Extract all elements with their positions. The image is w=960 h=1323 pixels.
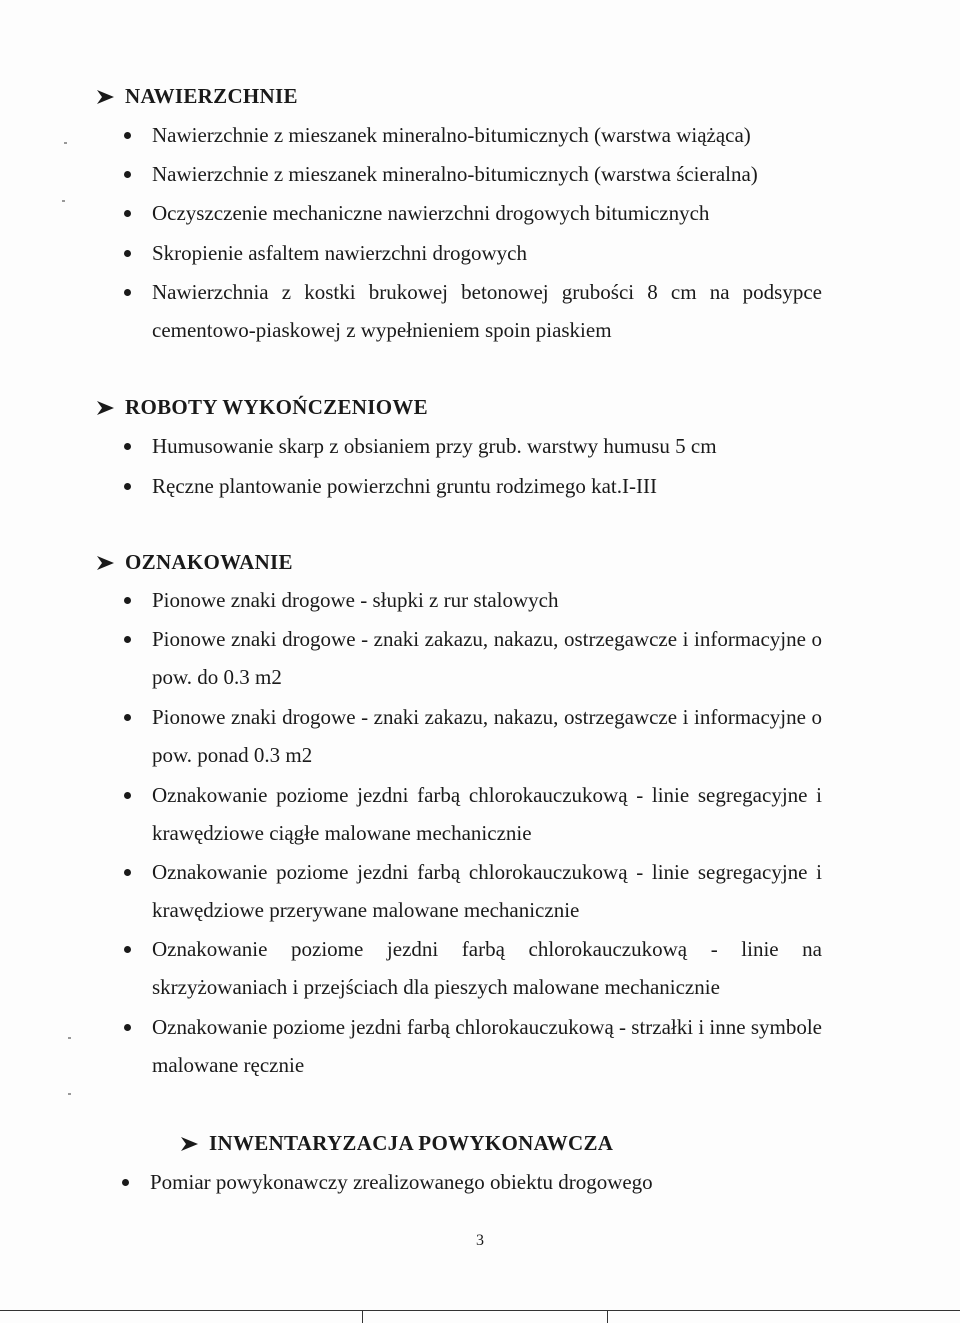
round-bullet-icon xyxy=(124,636,131,643)
list-item-text: Nawierzchnia z kostki brukowej betonowej grubości 8 cm na podsypce cementowo-piaskowej z wypełnieniem spoin piaskiem xyxy=(152,280,822,342)
list-item xyxy=(124,930,822,1006)
arrowhead-bullet-icon xyxy=(96,555,115,571)
list-item xyxy=(124,234,822,272)
page-number: 3 xyxy=(476,1232,484,1249)
list-item-text: Oznakowanie poziome jezdni farbą chlorokauczukową - strzałki i inne symbole malowane ręcznie xyxy=(152,1015,823,1077)
list-item-text: Oznakowanie poziome jezdni farbą chlorokauczukową - linie segregacyjne i krawędziowe ciągłe malowane mechanicznie xyxy=(152,783,822,845)
section-heading-oznakowanie xyxy=(96,550,293,575)
list-item-text: Nawierzchnie z mieszanek mineralno-bitumicznych (warstwa wiążąca) xyxy=(152,123,751,147)
list-item-text: Oczyszczenie mechaniczne nawierzchni drogowych bitumicznych xyxy=(152,201,710,225)
list-item-text: Nawierzchnie z mieszanek mineralno-bitumicznych (warstwa ścieralna) xyxy=(152,162,758,186)
list-item xyxy=(124,581,822,619)
scan-speck xyxy=(64,142,67,144)
round-bullet-icon xyxy=(124,443,131,450)
list-item xyxy=(124,116,822,154)
section-heading-nawierzchnie xyxy=(96,84,298,109)
footer-divider xyxy=(362,1310,363,1323)
round-bullet-icon xyxy=(124,250,131,257)
list-item xyxy=(124,776,822,852)
round-bullet-icon xyxy=(124,1024,131,1031)
list-item xyxy=(124,194,822,232)
scan-speck xyxy=(68,1037,71,1039)
round-bullet-icon xyxy=(122,1179,129,1186)
list-item xyxy=(124,155,822,193)
section-heading-text: ROBOTY WYKOŃCZENIOWE xyxy=(125,395,428,419)
list-item xyxy=(124,620,822,696)
section-heading-roboty-wykonczeniowe xyxy=(96,395,428,420)
list-item xyxy=(124,853,822,929)
list-item xyxy=(124,467,822,505)
arrowhead-bullet-icon xyxy=(180,1136,199,1152)
list-item xyxy=(124,273,822,349)
round-bullet-icon xyxy=(124,289,131,296)
round-bullet-icon xyxy=(124,792,131,799)
arrowhead-bullet-icon xyxy=(96,89,115,105)
footer-divider xyxy=(607,1310,608,1323)
round-bullet-icon xyxy=(124,597,131,604)
section-heading-text: NAWIERZCHNIE xyxy=(125,84,298,108)
section-heading-inwentaryzacja xyxy=(180,1131,613,1156)
round-bullet-icon xyxy=(124,483,131,490)
scan-speck xyxy=(68,1093,71,1095)
section-heading-text: OZNAKOWANIE xyxy=(125,550,293,574)
list-item-text: Oznakowanie poziome jezdni farbą chlorokauczukową - linie na skrzyżowaniach i przejściach dla pieszych malowane mechanicznie xyxy=(152,937,822,999)
list-item xyxy=(124,427,822,465)
round-bullet-icon xyxy=(124,171,131,178)
list-item-text: Pionowe znaki drogowe - znaki zakazu, nakazu, ostrzegawcze i informacyjne o pow. ponad 0.3 m2 xyxy=(152,705,822,767)
list-item xyxy=(124,698,822,774)
list-item-text: Ręczne plantowanie powierzchni gruntu rodzimego kat.I-III xyxy=(152,474,657,498)
section-heading-text: INWENTARYZACJA POWYKONAWCZA xyxy=(209,1131,614,1155)
list-item xyxy=(122,1163,820,1201)
list-item-text: Oznakowanie poziome jezdni farbą chlorokauczukową - linie segregacyjne i krawędziowe przerywane malowane mechanicznie xyxy=(152,860,822,922)
list-item-text: Pionowe znaki drogowe - słupki z rur stalowych xyxy=(152,588,559,612)
list-item xyxy=(124,1008,822,1084)
list-item-text: Pomiar powykonawczy zrealizowanego obiektu drogowego xyxy=(150,1170,653,1194)
list-item-text: Pionowe znaki drogowe - znaki zakazu, nakazu, ostrzegawcze i informacyjne o pow. do 0.3 m2 xyxy=(152,627,822,689)
round-bullet-icon xyxy=(124,714,131,721)
list-item-text: Skropienie asfaltem nawierzchni drogowych xyxy=(152,241,527,265)
round-bullet-icon xyxy=(124,869,131,876)
scan-speck xyxy=(62,200,65,202)
footer-rule xyxy=(0,1310,960,1311)
round-bullet-icon xyxy=(124,946,131,953)
round-bullet-icon xyxy=(124,210,131,217)
list-item-text: Humusowanie skarp z obsianiem przy grub. warstwy humusu 5 cm xyxy=(152,434,717,458)
round-bullet-icon xyxy=(124,132,131,139)
arrowhead-bullet-icon xyxy=(96,400,115,416)
